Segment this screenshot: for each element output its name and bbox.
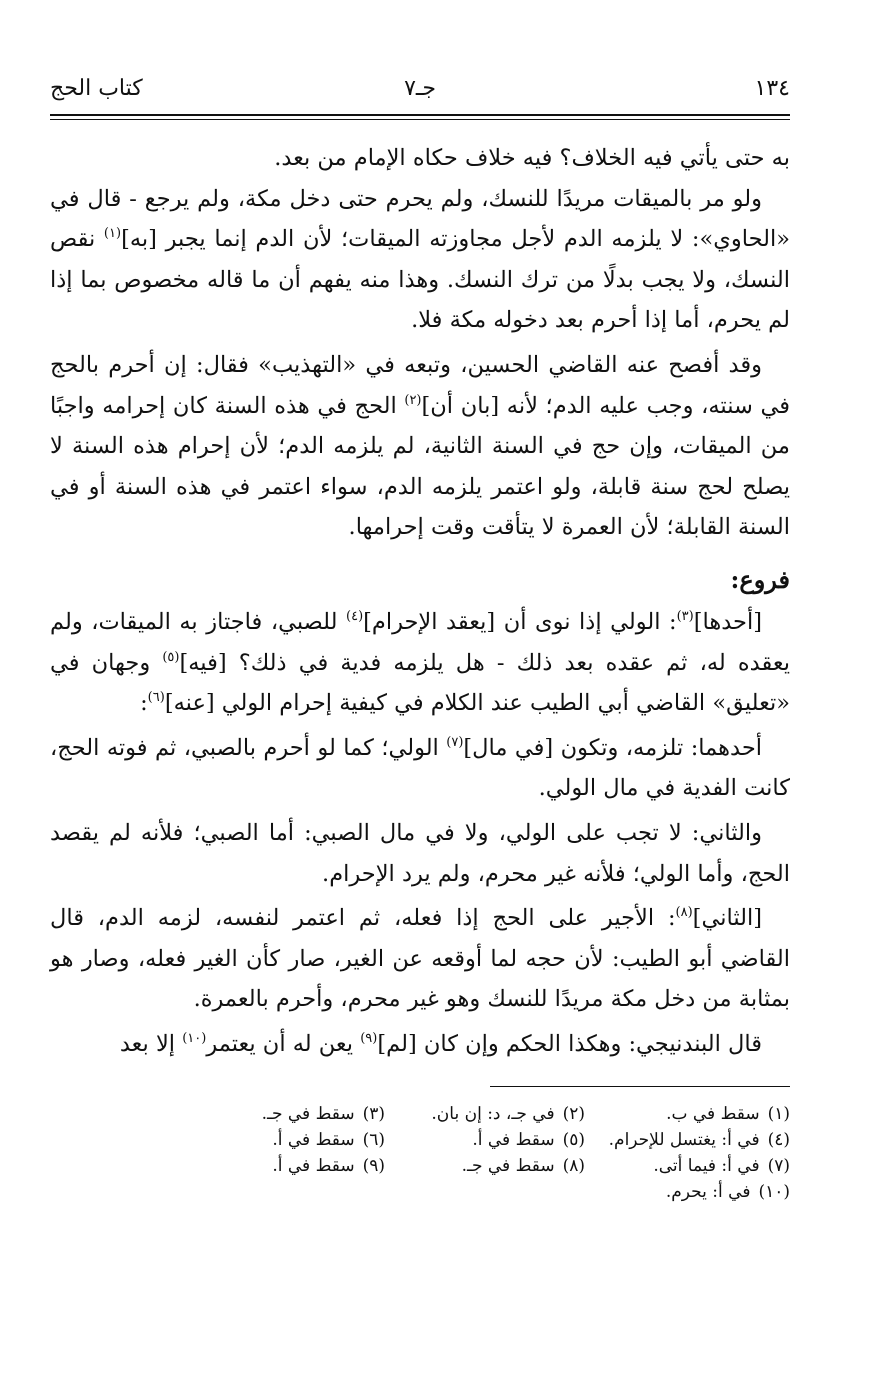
- footnote-row: [50, 1153, 790, 1179]
- footnote-number: (٥): [562, 1130, 585, 1151]
- footnote-ref[interactable]: (١٠): [182, 1030, 207, 1046]
- footnote-number: (١٠): [758, 1182, 790, 1203]
- footnote-number: (٦): [362, 1130, 385, 1151]
- footnote-ref[interactable]: (٩): [360, 1030, 378, 1046]
- paragraph: به حتى يأتي فيه الخلاف؟ فيه خلاف حكاه الإمام من بعد.: [274, 145, 790, 171]
- footnote-text: سقط في أ.: [272, 1156, 355, 1177]
- footnote-number: (٨): [562, 1156, 585, 1177]
- footnote-separator: [490, 1086, 790, 1087]
- footnote-text: في أ: يغتسل للإحرام.: [608, 1130, 760, 1151]
- footnote: [585, 1101, 790, 1127]
- footnote: [385, 1127, 585, 1153]
- footnote: [185, 1127, 385, 1153]
- footnote-ref[interactable]: (٦): [147, 690, 165, 706]
- paragraph: والثاني: لا تجب على الولي، ولا في مال الصبي: أما الصبي؛ فلأنه لم يقصد الحج، وأما الولي؛ فلأنه غير محرم، ولم يرد الإحرام.: [50, 819, 790, 887]
- footnote-ref[interactable]: (٨): [675, 905, 693, 921]
- main-text: [50, 138, 790, 1064]
- page-number: ١٣٤: [754, 76, 790, 101]
- paragraph: قال البندنيجي: وهكذا الحكم وإن كان [لم]$^{(٩)}$ يعن له أن يعتمر$^{(١٠)}$ إلا بعد: [119, 1030, 762, 1057]
- footnote-number: (٤): [767, 1130, 790, 1151]
- footnote-ref[interactable]: (٣): [676, 608, 694, 624]
- footnote-text: في أ: فيما أتى.: [653, 1156, 760, 1177]
- footnote-text: سقط في جـ.: [261, 1104, 355, 1125]
- footnote-row: [50, 1127, 790, 1153]
- footnote: [585, 1127, 790, 1153]
- footnote-number: (٧): [767, 1156, 790, 1177]
- footnote-number: (٢): [562, 1104, 585, 1125]
- footnote-text: في أ: يحرم.: [665, 1182, 751, 1203]
- paragraph: [الثاني]$^{(٨)}$: الأجير على الحج إذا فعله، ثم اعتمر لنفسه، لزمه الدم، قال القاضي أبو الطيب: لأن حجه لما أوقعه عن الغير، صار كأن الغير فعله، وصار هو بمثابة من دخل مكة مريدًا للنسك وهو غير محرم، وأحرم بالعمرة.: [50, 905, 790, 1013]
- footnote: [385, 1153, 585, 1179]
- footnote-ref[interactable]: (٧): [446, 734, 464, 750]
- footnote-text: في جـ، د: إن بان.: [431, 1104, 555, 1125]
- footnote: [585, 1153, 790, 1179]
- footnote-row: [50, 1179, 790, 1205]
- footnote-ref[interactable]: (١): [103, 226, 122, 242]
- paragraph: ولو مر بالميقات مريدًا للنسك، ولم يحرم حتى دخل مكة، ولم يرجع - قال في «الحاوي»: لا يلزمه الدم لأجل مجاوزته الميقات؛ لأن الدم إنما يجبر [به]$^{(١)}$ نقص النسك، ولا يجب بدلًا من ترك النسك. وهذا منه يفهم أن ما قاله مخصوص بما إذا لم يحرم، أما إذا أحرم بعد دخوله مكة فلا.: [50, 185, 790, 334]
- paragraph: وقد أفصح عنه القاضي الحسين، وتبعه في «التهذيب» فقال: إن أحرم بالحج في سنته، وجب عليه الدم؛ لأنه [بان أن]$^{(٢)}$ الحج في هذه السنة كان إحرامه واجبًا من الميقات، وإن حج في السنة الثانية، لم يلزمه الدم؛ لأن إحرام هذه السنة لا يصلح لحج سنة قابلة، ولو اعتمر يلزمه الدم، سواء اعتمر في هذه السنة أو في السنة القابلة؛ لأن العمرة لا يتأقت وقت إحرامها.: [50, 351, 790, 541]
- footnote: [185, 1153, 385, 1179]
- footnote-number: (٩): [362, 1156, 385, 1177]
- paragraph: [أحدها]$^{(٣)}$: الولي إذا نوى أن [يعقد الإحرام]$^{(٤)}$ للصبي، فاجتاز به الميقات، ولم يعقده له، ثم عقده بعد ذلك - هل يلزمه فدية في ذلك؟ [فيه]$^{(٥)}$ وجهان في «تعليق» القاضي أبي الطيب عند الكلام في كيفية إحرام الولي [عنه]$^{(٦)}$:: [50, 608, 790, 717]
- book-page: [50, 70, 790, 1320]
- footnotes: [50, 1101, 790, 1205]
- footnote: [185, 1101, 385, 1127]
- footnote-number: (١): [767, 1104, 790, 1125]
- footnote-text: سقط في ب.: [666, 1104, 760, 1125]
- footnote-text: سقط في أ.: [272, 1130, 355, 1151]
- section-heading: فروع:: [730, 564, 790, 594]
- footnote-text: سقط في جـ.: [461, 1156, 555, 1177]
- footnote-text: سقط في أ.: [472, 1130, 555, 1151]
- book-title: كتاب الحج: [50, 76, 143, 101]
- footnote: [585, 1179, 790, 1205]
- header-rule-thin: [50, 119, 790, 120]
- header-rule-thick: [50, 114, 790, 116]
- running-header: [50, 70, 790, 108]
- footnote: [385, 1101, 585, 1127]
- footnote-ref[interactable]: (٢): [404, 392, 422, 408]
- footnote-number: (٣): [362, 1104, 385, 1125]
- paragraph: أحدهما: تلزمه، وتكون [في مال]$^{(٧)}$ الولي؛ كما لو أحرم بالصبي، ثم فوته الحج، كانت الفدية في مال الولي.: [50, 734, 790, 802]
- footnote-ref[interactable]: (٤): [346, 608, 364, 624]
- footnote-ref[interactable]: (٥): [162, 649, 180, 665]
- footnote-row: [50, 1101, 790, 1127]
- volume-label: جـ٧: [404, 76, 436, 101]
